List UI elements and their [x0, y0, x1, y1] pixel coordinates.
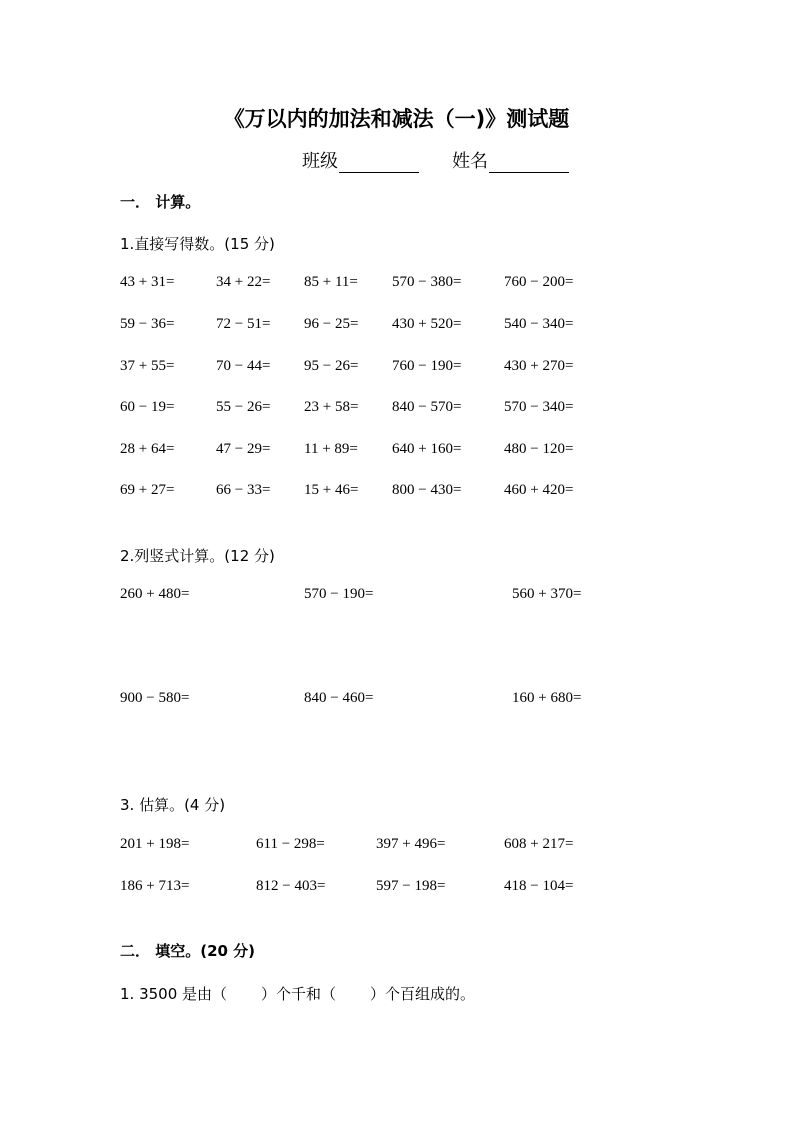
q3-heading: 3. 估算。(4 分) — [120, 796, 226, 814]
page-title: 《万以内的加法和减法（一)》测试题 — [223, 107, 570, 131]
fill-suffix: ）个百组成的。 — [370, 985, 476, 1003]
q3-item: 397 + 496= — [376, 836, 446, 852]
q1-item: 37 + 55= — [120, 358, 175, 374]
q1-item: 640 + 160= — [392, 441, 462, 457]
class-label: 班级 — [302, 151, 338, 172]
q1-item: 840 − 570= — [392, 399, 462, 415]
name-label: 姓名 — [452, 151, 488, 172]
q1-item: 480 − 120= — [504, 441, 574, 457]
q1-item: 34 + 22= — [216, 274, 271, 290]
q1-item: 96 − 25= — [304, 316, 359, 332]
q1-item: 69 + 27= — [120, 482, 175, 498]
q2-item: 900 − 580= — [120, 690, 190, 706]
q2-item: 560 + 370= — [512, 586, 582, 602]
q1-item: 59 − 36= — [120, 316, 175, 332]
q3-item: 418 − 104= — [504, 878, 574, 894]
class-blank[interactable] — [339, 154, 419, 173]
q1-item: 540 − 340= — [504, 316, 574, 332]
q1-item: 570 − 380= — [392, 274, 462, 290]
q1-item: 11 + 89= — [304, 441, 358, 457]
section-2-heading: 二． 填空。(20 分) — [120, 942, 256, 960]
q3-item: 611 − 298= — [256, 836, 325, 852]
q1-item: 430 + 270= — [504, 358, 574, 374]
q1-item: 95 − 26= — [304, 358, 359, 374]
q1-item: 760 − 200= — [504, 274, 574, 290]
q1-item: 23 + 58= — [304, 399, 359, 415]
q3-item: 186 + 713= — [120, 878, 190, 894]
q1-item: 800 − 430= — [392, 482, 462, 498]
fill-question-1 — [120, 983, 475, 1004]
fill-prefix: 1. 3500 是由（ — [120, 985, 228, 1003]
q2-item: 260 + 480= — [120, 586, 190, 602]
q2-heading: 2.列竖式计算。(12 分) — [120, 547, 275, 565]
q2-item: 840 − 460= — [304, 690, 374, 706]
q1-item: 430 + 520= — [392, 316, 462, 332]
q1-item: 66 − 33= — [216, 482, 271, 498]
q1-item: 60 − 19= — [120, 399, 175, 415]
q3-item: 812 − 403= — [256, 878, 326, 894]
q1-item: 72 − 51= — [216, 316, 271, 332]
q1-item: 15 + 46= — [304, 482, 359, 498]
q2-item: 160 + 680= — [512, 690, 582, 706]
q3-item: 597 − 198= — [376, 878, 446, 894]
q1-item: 47 − 29= — [216, 441, 271, 457]
fill-middle: ）个千和（ — [261, 985, 337, 1003]
q1-item: 43 + 31= — [120, 274, 175, 290]
name-blank[interactable] — [489, 154, 569, 173]
q1-item: 760 − 190= — [392, 358, 462, 374]
q1-item: 70 − 44= — [216, 358, 271, 374]
q3-item: 608 + 217= — [504, 836, 574, 852]
q1-item: 460 + 420= — [504, 482, 574, 498]
q1-item: 55 − 26= — [216, 399, 271, 415]
q1-item: 28 + 64= — [120, 441, 175, 457]
q3-item: 201 + 198= — [120, 836, 190, 852]
class-field — [302, 147, 419, 173]
q1-heading: 1.直接写得数。(15 分) — [120, 235, 275, 253]
q2-item: 570 − 190= — [304, 586, 374, 602]
q1-item: 85 + 11= — [304, 274, 358, 290]
section-1-heading: 一． 计算。 — [120, 193, 201, 211]
q1-item: 570 − 340= — [504, 399, 574, 415]
name-field — [452, 147, 569, 173]
